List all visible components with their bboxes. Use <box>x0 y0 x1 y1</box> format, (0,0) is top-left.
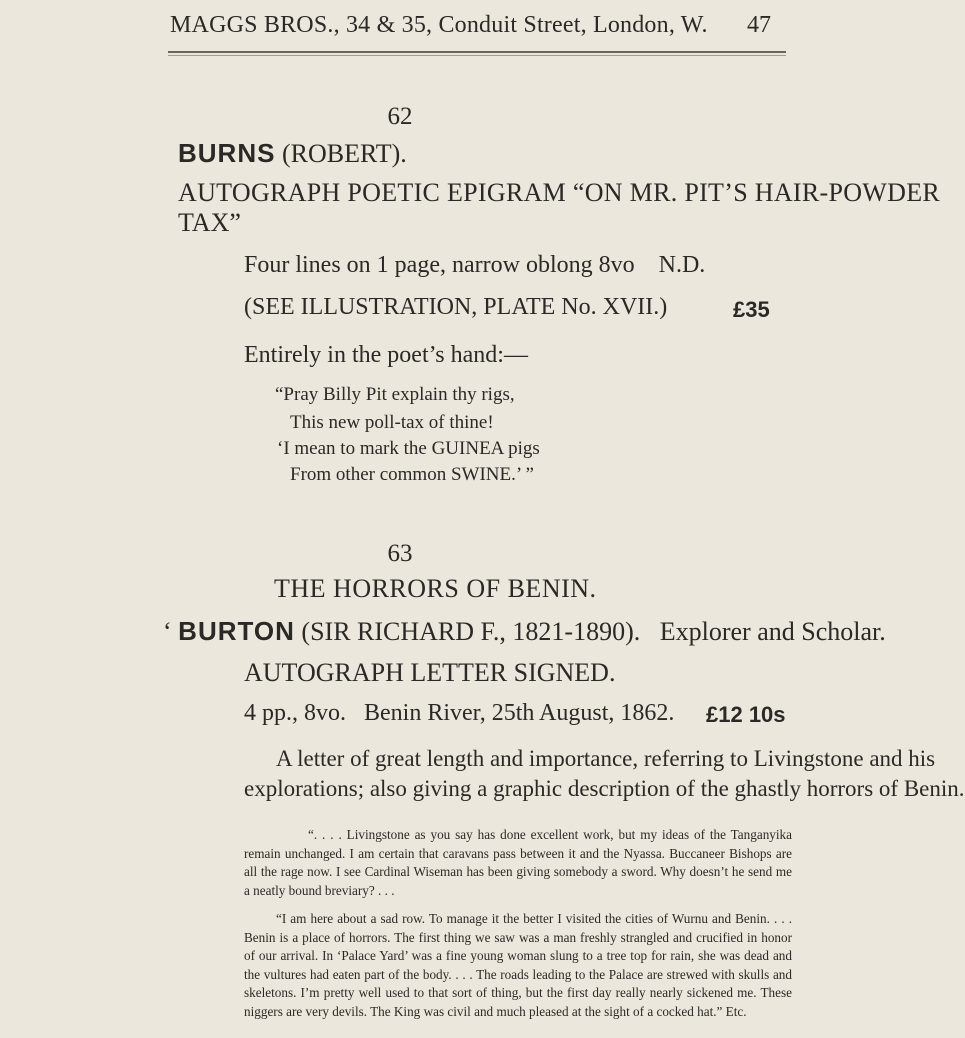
page-number: 47 <box>747 12 771 38</box>
lot-62-plate-reference: (SEE ILLUSTRATION, PLATE No. XVII.) <box>244 294 668 320</box>
lot-63-author-rest: (SIR RICHARD F., 1821-1890). Explorer and Scholar. <box>294 617 886 646</box>
poem-line: ‘I mean to mark the GUINEA pigs <box>277 438 540 459</box>
lot-62-note: Entirely in the poet’s hand:— <box>244 342 528 368</box>
lot-63-heading: THE HORRORS OF BENIN. <box>274 574 597 603</box>
page-header <box>0 0 800 62</box>
lot-63-format: 4 pp., 8vo. Benin River, 25th August, 1862. <box>244 700 675 726</box>
lot-63-title: AUTOGRAPH LETTER SIGNED. <box>244 658 616 687</box>
lot-63-quote-paragraph-1: “. . . . Livingstone as you say has done excellent work, but my ideas of the Tanganyika remain unchanged. I am certain that caravans pass between it and the Nyassa. Buccaneer Bishops are all the rage now. I see Cardinal Wiseman has been giving somebody a sword. Why doesn’t he send me a neatly bound breviary? . . . <box>244 827 792 898</box>
poem-line: “Pray Billy Pit explain thy rigs, <box>275 384 515 405</box>
lot-62-format: Four lines on 1 page, narrow oblong 8vo N.D. <box>244 252 706 278</box>
lot-62-price: £35 <box>733 297 770 322</box>
lot-62-number: 62 <box>387 103 413 130</box>
lot-62-author-surname: BURNS <box>178 138 276 168</box>
poem-line: From other common SWINE.’ ” <box>290 464 534 485</box>
lot-63-author <box>163 616 886 647</box>
header-rule-thin <box>168 55 786 56</box>
lot-63-price: £12 10s <box>706 702 786 727</box>
lot-62-author-rest: (ROBERT). <box>275 139 407 168</box>
header-rule <box>168 51 786 53</box>
lot-63-margin-mark: ‘ <box>163 617 172 646</box>
lot-62-title-line1: AUTOGRAPH POETIC EPIGRAM “ON MR. PIT’S HAIR-POWDER <box>178 178 941 207</box>
lot-63-description-line1: A letter of great length and importance, referring to Livingstone and his <box>276 746 936 771</box>
poem-line: This new poll-tax of thine! <box>290 412 494 433</box>
lot-63-author-surname: BURTON <box>178 616 295 646</box>
running-head: MAGGS BROS., 34 & 35, Conduit Street, London, W. <box>170 12 708 38</box>
lot-63-quote-paragraph-2: “I am here about a sad row. To manage it the better I visited the cities of Wurnu and Benin. . . . Benin is a place of horrors. The first thing we saw was a man freshly strangled and crucified in honor of our arrival. In ‘Palace Yard’ was a fine young woman slung to a tree top for rain, she was dead and the vultures had eaten part of the body. . . . The roads leading to the Palace are strewed with skulls and skeletons. I’m pretty well used to that sort of thing, but the first day really nearly sickened me. These niggers are very devils. The King was civil and much pleased at the sight of a cocked hat.” Etc. <box>244 911 792 1019</box>
lot-62-author <box>178 138 407 169</box>
lot-62-title-line2: TAX” <box>178 208 241 237</box>
lot-63-description-line2: explorations; also giving a graphic description of the ghastly horrors of Benin. <box>244 776 965 801</box>
lot-63-number: 63 <box>387 540 413 567</box>
